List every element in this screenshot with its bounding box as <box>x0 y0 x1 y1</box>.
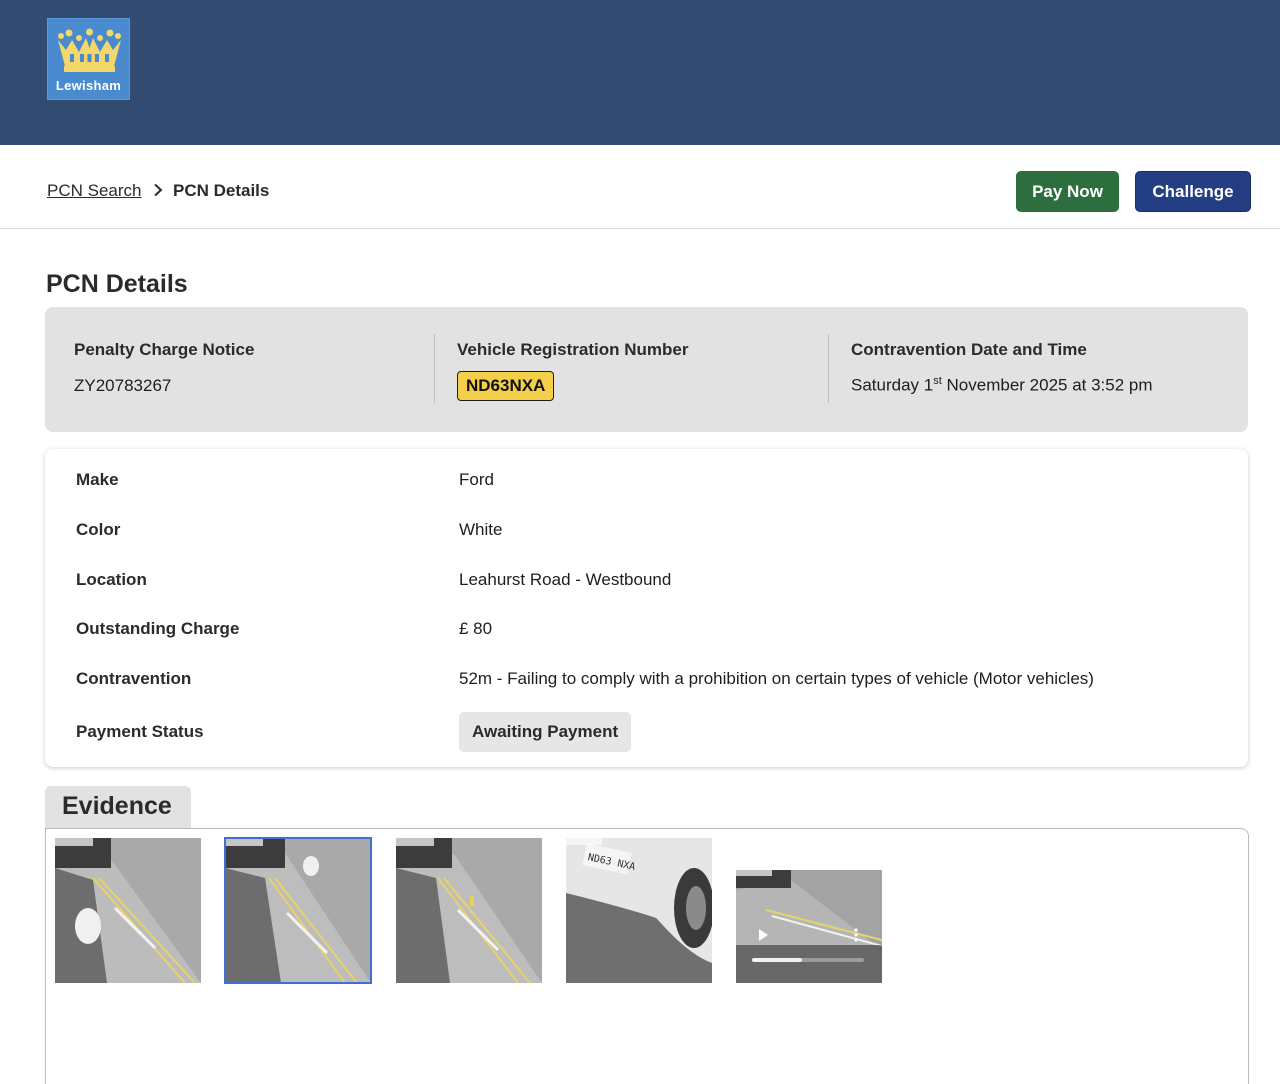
video-controls <box>736 945 882 983</box>
challenge-button[interactable]: Challenge <box>1135 171 1251 212</box>
breadcrumb-pcn-search-link[interactable]: PCN Search <box>47 181 142 200</box>
contravention-value: 52m - Failing to comply with a prohibition on certain types of vehicle (Motor vehicles) <box>459 669 1094 688</box>
crown-icon <box>55 26 124 74</box>
detail-row-contravention <box>45 669 1248 699</box>
detail-row-location <box>45 570 1248 600</box>
payment-status-label: Payment Status <box>76 722 204 741</box>
contravention-time-column <box>851 307 1231 432</box>
outstanding-charge-value: £ 80 <box>459 619 493 638</box>
evidence-photo-2[interactable] <box>225 838 371 983</box>
video-progress-bar[interactable] <box>752 958 864 962</box>
location-label: Location <box>76 570 147 589</box>
outstanding-charge-label: Outstanding Charge <box>76 619 240 638</box>
site-header <box>0 0 1280 145</box>
make-value: Ford <box>459 470 494 489</box>
evidence-tab[interactable] <box>45 786 191 830</box>
summary-divider <box>828 334 829 403</box>
pcn-number-label: Penalty Charge Notice <box>74 340 255 359</box>
lewisham-logo[interactable] <box>47 18 130 100</box>
more-vertical-icon[interactable] <box>851 927 861 943</box>
pay-now-button[interactable]: Pay Now <box>1016 171 1119 212</box>
plate-photo-text: ND63 NXA <box>586 852 637 873</box>
contravention-time-value: Saturday 1st November 2025 at 3:52 pm <box>851 375 1153 395</box>
payment-status-badge: Awaiting Payment <box>459 712 631 752</box>
vrm-plate: ND63NXA <box>457 371 554 401</box>
make-label: Make <box>76 470 119 489</box>
page-title: PCN Details <box>46 270 188 298</box>
summary-divider <box>434 334 435 403</box>
evidence-title: Evidence <box>62 792 172 820</box>
evidence-photo-plate[interactable] <box>566 838 712 983</box>
breadcrumb-current: PCN Details <box>173 181 270 200</box>
vrm-column <box>457 307 827 432</box>
color-label: Color <box>76 520 121 539</box>
pcn-number-value: ZY20783267 <box>74 376 172 395</box>
plate-closeup-scene <box>566 838 712 983</box>
logo-text: Lewisham <box>55 78 122 93</box>
detail-row-outstanding-charge <box>45 619 1248 649</box>
contravention-time-label: Contravention Date and Time <box>851 340 1087 359</box>
location-value: Leahurst Road - Westbound <box>459 570 672 589</box>
breadcrumb-bar <box>0 145 1280 229</box>
detail-row-payment-status <box>45 722 1248 752</box>
evidence-photo-3[interactable] <box>396 838 542 983</box>
camera-scene <box>225 838 371 983</box>
pcn-summary-panel <box>45 307 1248 432</box>
evidence-photo-1[interactable] <box>55 838 201 983</box>
play-icon[interactable] <box>756 928 770 942</box>
chevron-right-icon <box>152 183 164 197</box>
color-value: White <box>459 520 503 539</box>
contravention-label: Contravention <box>76 669 192 688</box>
evidence-video[interactable] <box>736 870 882 983</box>
pcn-number-column <box>74 307 434 432</box>
video-progress-fill <box>752 958 802 962</box>
detail-row-make <box>45 470 1248 500</box>
detail-row-color <box>45 520 1248 550</box>
vrm-label: Vehicle Registration Number <box>457 340 689 359</box>
camera-scene <box>55 838 201 983</box>
camera-scene <box>396 838 542 983</box>
vehicle-details-card <box>45 449 1248 767</box>
